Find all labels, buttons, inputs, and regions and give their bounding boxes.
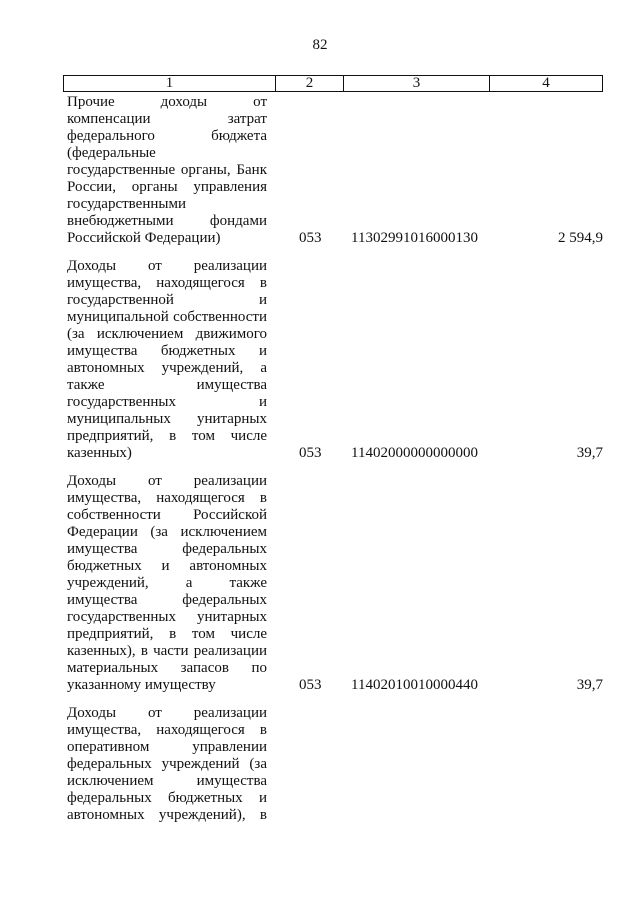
- row-description: [67, 705, 267, 824]
- description-line: имущества федеральных: [67, 592, 267, 608]
- amount: 39,7: [576, 445, 603, 461]
- description-line: государственными: [67, 196, 186, 212]
- header-cell-col1: 1: [64, 76, 276, 91]
- description-line: Доходы от реализации: [67, 473, 267, 489]
- row-description: [67, 473, 267, 694]
- row-description: [67, 258, 267, 462]
- description-line: имущества федеральных: [67, 541, 267, 557]
- description-line: Российской Федерации): [67, 230, 221, 246]
- admin-code: 053: [299, 445, 322, 461]
- admin-code: 053: [299, 677, 322, 693]
- header-cell-col3: 3: [344, 76, 490, 91]
- table-row: [67, 473, 605, 694]
- description-line: имущества, находящегося в: [67, 275, 267, 291]
- amount: 2 594,9: [558, 230, 603, 246]
- table-row: [67, 258, 605, 462]
- description-line: федерального бюджета: [67, 128, 267, 144]
- description-line: предприятий, в том числе: [67, 626, 267, 642]
- description-line: Доходы от реализации: [67, 705, 267, 721]
- description-line: внебюджетными фондами: [67, 213, 267, 229]
- description-line: бюджетных и автономных: [67, 558, 267, 574]
- description-line: (федеральные: [67, 145, 156, 161]
- table-header: [63, 75, 603, 92]
- description-line: также имущества: [67, 377, 267, 393]
- description-line: государственной и: [67, 292, 267, 308]
- description-line: автономных учреждений), в: [67, 807, 267, 823]
- description-line: России, органы управления: [67, 179, 267, 195]
- description-line: государственные органы, Банк: [67, 162, 267, 178]
- page-number: 82: [312, 37, 328, 53]
- description-line: казенных): [67, 445, 132, 461]
- kbk-code: 11302991016000130: [351, 230, 478, 246]
- description-line: Федерации (за исключением: [67, 524, 267, 540]
- description-line: автономных учреждений, а: [67, 360, 267, 376]
- description-line: исключением имущества: [67, 773, 267, 789]
- kbk-code: 11402000000000000: [351, 445, 478, 461]
- amount: 39,7: [576, 677, 603, 693]
- description-line: компенсации затрат: [67, 111, 267, 127]
- description-line: имущества, находящегося в: [67, 722, 267, 738]
- table-row: [67, 94, 605, 247]
- description-line: материальных запасов по: [67, 660, 267, 676]
- description-line: муниципальной собственности: [67, 309, 267, 325]
- description-line: государственных унитарных: [67, 609, 267, 625]
- kbk-code: 11402010010000440: [351, 677, 478, 693]
- description-line: оперативном управлении: [67, 739, 267, 755]
- description-line: собственности Российской: [67, 507, 267, 523]
- description-line: имущества бюджетных и: [67, 343, 267, 359]
- description-line: федеральных бюджетных и: [67, 790, 267, 806]
- header-cell-col2: 2: [276, 76, 344, 91]
- description-line: предприятий, в том числе: [67, 428, 267, 444]
- description-line: муниципальных унитарных: [67, 411, 267, 427]
- admin-code: 053: [299, 230, 322, 246]
- description-line: федеральных учреждений (за: [67, 756, 267, 772]
- description-line: казенных), в части реализации: [67, 643, 267, 659]
- description-line: государственных и: [67, 394, 267, 410]
- description-line: Доходы от реализации: [67, 258, 267, 274]
- description-line: указанному имуществу: [67, 677, 216, 693]
- description-line: учреждений, а также: [67, 575, 267, 591]
- description-line: (за исключением движимого: [67, 326, 267, 342]
- description-line: имущества, находящегося в: [67, 490, 267, 506]
- table-row: [67, 705, 605, 824]
- header-cell-col4: 4: [542, 75, 550, 91]
- row-description: [67, 94, 267, 247]
- description-line: Прочие доходы от: [67, 94, 267, 110]
